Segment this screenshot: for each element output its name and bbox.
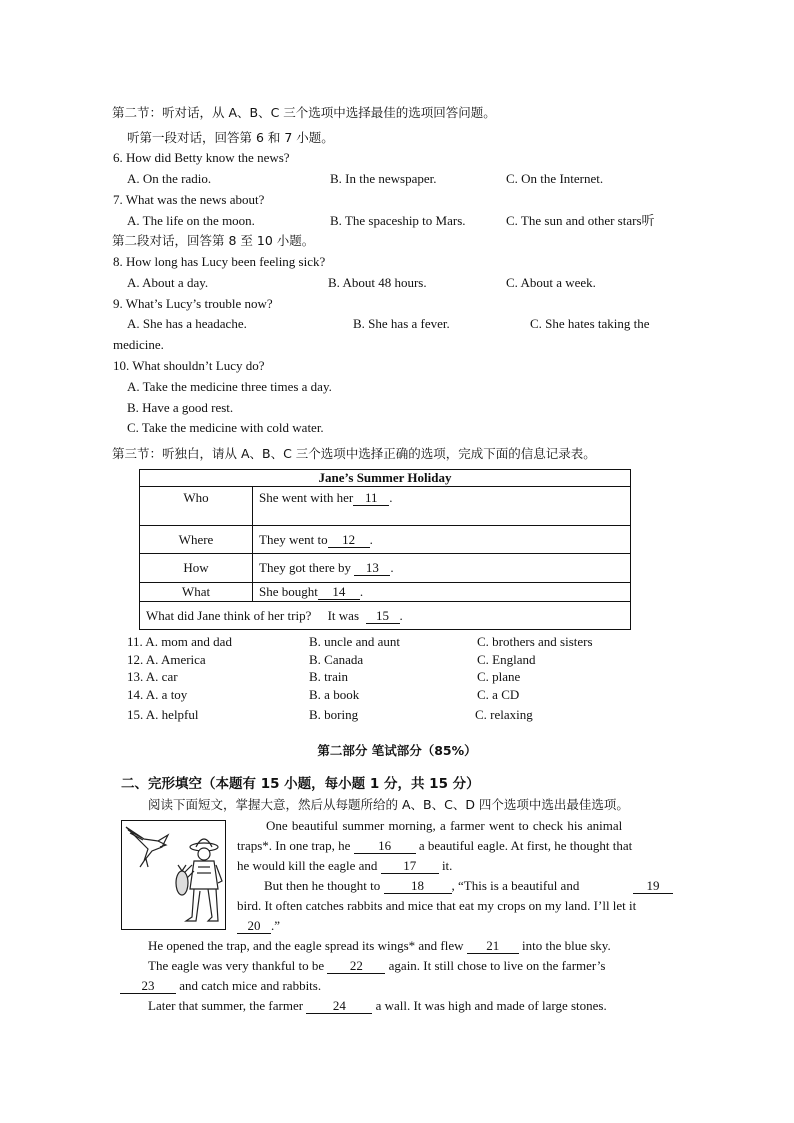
passage-line-2 (237, 838, 632, 854)
blank-15[interactable]: 15 (366, 609, 400, 624)
blank-12[interactable]: 12 (328, 533, 370, 548)
passage-line-2-b: a beautiful eagle. At first, he thought that (418, 838, 633, 853)
q6-option-a: A. On the radio. (127, 171, 212, 186)
q7-option-b: B. The spaceship to Mars. (330, 213, 466, 228)
option-15-c: C. relaxing (475, 707, 533, 722)
option-14-b: B. a book (309, 687, 360, 702)
option-12-a: 12. A. America (127, 652, 206, 667)
passage-line-6-b: .” (271, 918, 281, 933)
q7-option-a: A. The life on the moon. (127, 213, 255, 228)
passage-line-8-a: The eagle was very thankful to be (148, 958, 325, 973)
blank-23[interactable]: 23 (120, 979, 176, 994)
row-what (253, 583, 631, 602)
option-14-a: 14. A. a toy (127, 687, 188, 702)
passage-line-9-b: and catch mice and rabbits. (179, 978, 322, 993)
option-15-b: B. boring (309, 707, 359, 722)
question-6: 6. How did Betty know the news? (113, 150, 290, 165)
q8-option-b: B. About 48 hours. (328, 275, 427, 290)
info-record-table (139, 469, 631, 630)
passage-line-10-b: a wall. It was high and made of large stones. (375, 998, 607, 1013)
blank-19[interactable]: 19 (633, 879, 673, 894)
section2-heading: 第二节：听对话，从 A、B、C 三个选项中选择最佳的选项回答问题。 (112, 105, 496, 120)
passage-line-1: One beautiful summer morning, a farmer went to check his animal (266, 818, 623, 833)
q10-option-c: C. Take the medicine with cold water. (127, 420, 324, 435)
option-13-b: B. train (309, 669, 348, 684)
row-label-where: Where (140, 526, 253, 554)
row-who (253, 487, 631, 526)
blank-13[interactable]: 13 (354, 561, 390, 576)
blank-24[interactable]: 24 (306, 999, 372, 1014)
passage-line-6 (237, 918, 280, 934)
option-13-c: C. plane (477, 669, 521, 684)
question-8: 8. How long has Lucy been feeling sick? (113, 254, 326, 269)
passage-line-8 (148, 958, 605, 974)
option-12-c: C. England (477, 652, 536, 667)
row-where (253, 526, 631, 554)
row-opinion (140, 602, 631, 630)
blank-14[interactable]: 14 (318, 585, 360, 600)
passage-line-2-a: traps*. In one trap, he (237, 838, 351, 853)
passage-line-3-b: it. (441, 858, 453, 873)
blank-20[interactable]: 20 (237, 919, 271, 934)
passage-line-7-b: into the blue sky. (522, 938, 611, 953)
cloze-section-title: 二、完形填空（本题有 15 小题，每小题 1 分，共 15 分） (121, 776, 480, 792)
option-13-a: 13. A. car (127, 669, 178, 684)
row-label-how: How (140, 554, 253, 583)
blank-17[interactable]: 17 (381, 859, 439, 874)
row-how (253, 554, 631, 583)
option-11-c: C. brothers and sisters (477, 634, 593, 649)
table-title: Jane’s Summer Holiday (140, 470, 631, 487)
row-what-period: . (359, 584, 364, 599)
row-who-text: She went with her (259, 490, 354, 505)
row-where-period: . (369, 531, 373, 547)
q9-option-c: C. She hates taking the (530, 316, 650, 331)
passage-line-4-a: But then he thought to (264, 878, 381, 893)
option-12-b: B. Canada (309, 652, 364, 667)
passage-line-5: bird. It often catches rabbits and mice that eat my crops on my land. I’ll let it (237, 898, 637, 913)
q7-option-c: C. The sun and other stars听 (506, 213, 655, 228)
eagle-icon (126, 827, 168, 867)
blank-16[interactable]: 16 (354, 839, 416, 854)
farmer-eagle-illustration (121, 820, 226, 930)
row-how-period: . (390, 560, 394, 575)
q6-option-c: C. On the Internet. (506, 171, 604, 186)
option-15-a: 15. A. helpful (127, 707, 199, 722)
opinion-prefix: It was (327, 607, 360, 623)
opinion-period: . (399, 607, 403, 623)
passage-line-3 (237, 858, 452, 874)
blank-19-wrap (633, 878, 673, 894)
q8-option-c: C. About a week. (506, 275, 596, 290)
passage-line-7-a: He opened the trap, and the eagle spread its wings* and flew (148, 938, 464, 953)
row-label-who: Who (140, 487, 253, 526)
q9-option-c-continued: medicine. (113, 337, 164, 352)
option-11-b: B. uncle and aunt (309, 634, 400, 649)
question-9: 9. What’s Lucy’s trouble now? (113, 296, 273, 311)
passage-line-9 (120, 978, 321, 994)
row-label-what: What (140, 583, 253, 602)
farmer-icon (176, 839, 222, 921)
passage-line-3-a: he would kill the eagle and (237, 858, 378, 873)
blank-22[interactable]: 22 (327, 959, 385, 974)
option-11-a: 11. A. mom and dad (127, 634, 232, 649)
row-who-period: . (389, 490, 393, 505)
passage-line-4 (264, 878, 579, 894)
section3-heading: 第三节：听独白，请从 A、B、C 三个选项中选择正确的选项，完成下面的信息记录表。 (112, 446, 596, 461)
question-10: 10. What shouldn’t Lucy do? (113, 358, 265, 373)
q10-option-a: A. Take the medicine three times a day. (127, 379, 332, 394)
q9-option-b: B. She has a fever. (353, 316, 450, 331)
blank-21[interactable]: 21 (467, 939, 519, 954)
passage-line-10 (148, 998, 607, 1014)
passage-line-4-b: , “This is a beautiful and (451, 878, 580, 893)
cloze-instruction: 阅读下面短文，掌握大意，然后从每题所给的 A、B、C、D 四个选项中选出最佳选项。 (148, 797, 629, 812)
eagle-farmer-drawing (122, 821, 225, 929)
opinion-question: What did Jane think of her trip? (146, 607, 312, 623)
part2-title: 第二部分 笔试部分（85%） (317, 743, 477, 758)
passage-line-7 (148, 938, 611, 954)
q6-option-b: B. In the newspaper. (330, 171, 437, 186)
row-where-text: They went to (259, 531, 328, 547)
q8-option-a: A. About a day. (127, 275, 209, 290)
blank-11[interactable]: 11 (353, 491, 389, 506)
passage-line-10-a: Later that summer, the farmer (148, 998, 304, 1013)
row-how-text: They got there by (259, 560, 352, 575)
q9-option-a: A. She has a headache. (127, 316, 247, 331)
row-what-text: She bought (259, 584, 318, 599)
dialogue2-instruction: 第二段对话，回答第 8 至 10 小题。 (112, 233, 315, 248)
passage-line-8-b: again. It still chose to live on the farmer’s (388, 958, 606, 973)
dialogue1-instruction: 听第一段对话，回答第 6 和 7 小题。 (127, 130, 334, 145)
question-7: 7. What was the news about? (113, 192, 265, 207)
q10-option-b: B. Have a good rest. (127, 400, 234, 415)
option-14-c: C. a CD (477, 687, 520, 702)
blank-18[interactable]: 18 (384, 879, 452, 894)
